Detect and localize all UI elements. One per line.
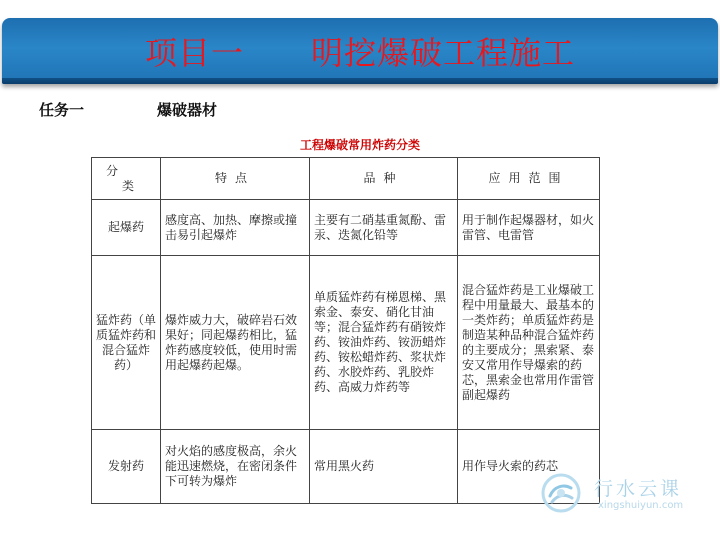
task-name: 爆破器材 [157,101,218,119]
table-caption: 工程爆破常用炸药分类 [299,138,420,152]
watermark-url: xingshuiyun.com [598,500,684,511]
table-header-row [92,158,600,200]
header-varieties: 品种 [310,158,458,200]
title-banner-underline [2,78,718,84]
row-applications: 用于制作起爆器材，如火雷管、电雷管 [458,200,600,256]
watermark [540,470,715,520]
row-features: 感度高、加热、摩擦或撞击易引起爆炸 [161,200,310,256]
row-category: 猛炸药（单质猛炸药和混合猛炸药） [92,256,161,430]
row-varieties: 主要有二硝基重氮酚、雷汞、迭氮化铅等 [310,200,458,256]
row-features: 对火焰的感度极高，余火能迅速燃烧，在密闭条件下可转为爆炸 [161,430,310,504]
row-category: 发射药 [92,430,161,504]
explosives-table [91,157,600,504]
watermark-text: 行水云课 [594,478,683,500]
header-applications: 应用范围 [458,158,600,200]
table-row [92,430,600,504]
row-applications: 用作导火索的药芯 [458,430,600,504]
row-applications: 混合猛炸药是工业爆破工程中用量最大、最基本的一类炸药；单质猛炸药是制造某种品种混合猛炸药的主要成分；黑索紧、泰安又常用作导爆索的药芯，黑索金也常用作雷管副起爆药 [458,256,600,430]
table-row [92,200,600,256]
task-label: 任务一 [39,101,85,119]
row-varieties: 单质猛炸药有梯恩梯、黑索金、泰安、硝化甘油等；混合猛炸药有硝铵炸药、铵油炸药、铵沥蜡炸药、铵松蜡炸药、浆状炸药、水胶炸药、乳胶炸药、高威力炸药等 [310,256,458,430]
header-category [92,158,161,200]
row-category: 起爆药 [92,200,161,256]
row-features: 爆炸威力大，破碎岩石效果好；同起爆药相比，猛炸药感度较低，使用时需用起爆药起爆。 [161,256,310,430]
header-category-line1: 分 [106,163,119,178]
row-varieties: 常用黑火药 [310,430,458,504]
watermark-logo-icon [540,472,582,514]
header-features: 特点 [161,158,310,200]
table-row [92,256,600,430]
slide-title: 项目一 明挖爆破工程施工 [144,34,576,72]
header-category-line2: 类 [121,178,134,193]
